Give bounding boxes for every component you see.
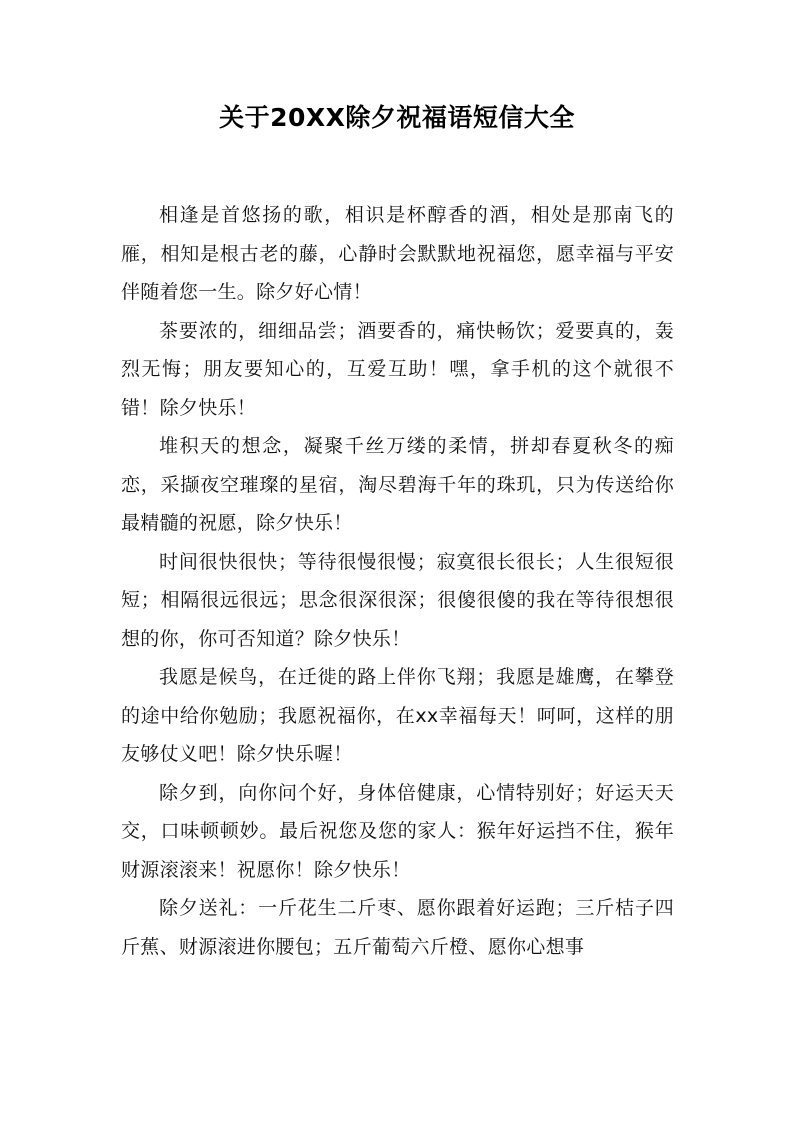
document-body [121, 196, 674, 966]
paragraph-5: 我愿是候鸟，在迁徙的路上伴你飞翔；我愿是雄鹰，在攀登的途中给你勉励；我愿祝福你，在xx幸福每天！呵呵，这样的朋友够仗义吧！除夕快乐喔！ [121, 666, 674, 765]
paragraph-7: 除夕送礼：一斤花生二斤枣、愿你跟着好运跑；三斤桔子四斤蕉、财源滚进你腰包；五斤葡萄六斤橙、愿你心想事 [121, 897, 674, 958]
paragraph-1: 相逢是首悠扬的歌，相识是杯醇香的酒，相处是那南飞的雁，相知是根古老的藤，心静时会默默地祝福您，愿幸福与平安伴随着您一生。除夕好心情！ [121, 204, 674, 303]
paragraph-3: 堆积天的想念，凝聚千丝万缕的柔情，拼却春夏秋冬的痴恋，采撷夜空璀璨的星宿，淘尽碧海千年的珠玑，只为传送给你最精髓的祝愿，除夕快乐！ [121, 435, 674, 534]
page-title: 关于20XX除夕祝福语短信大全 [219, 103, 575, 132]
paragraph-4: 时间很快很快；等待很慢很慢；寂寞很长很长；人生很短很短；相隔很远很远；思念很深很深；很傻很傻的我在等待很想很想的你，你可否知道？除夕快乐！ [121, 550, 674, 650]
paragraph-2: 茶要浓的，细细品尝；酒要香的，痛快畅饮；爱要真的，轰烈无悔；朋友要知心的，互爱互助！嘿，拿手机的这个就很不错！除夕快乐！ [121, 319, 674, 419]
paragraph-6: 除夕到，向你问个好，身体倍健康，心情特别好；好运天天交，口味顿顿妙。最后祝您及您的家人：猴年好运挡不住，猴年财源滚滚来！祝愿你！除夕快乐！ [121, 781, 674, 881]
